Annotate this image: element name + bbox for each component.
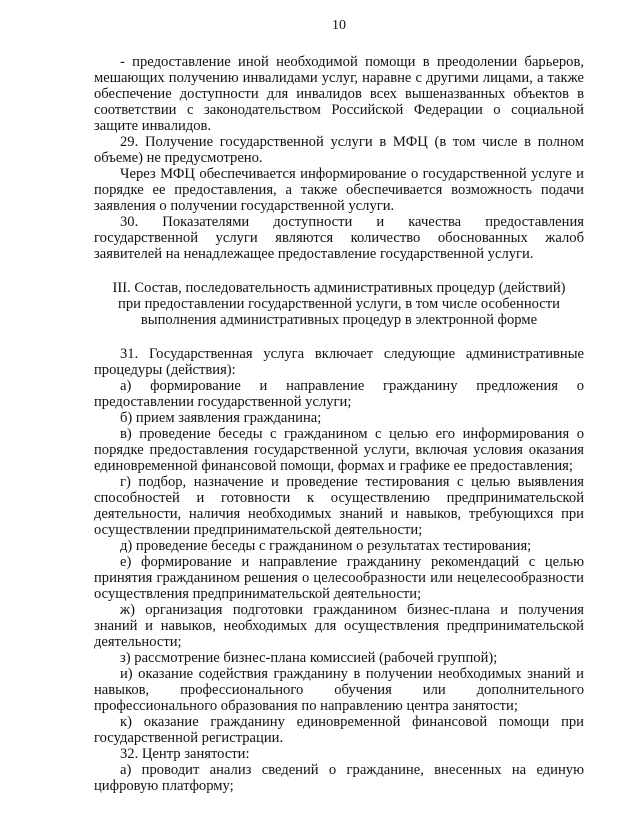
- paragraph-accessibility-help: - предоставление иной необходимой помощи в преодолении барьеров, мешающих получению инвалидами услуг, наравне с другими лицами, а также обеспечение доступности для инвалидов всех вышеназванных объектов в соответствии с законодательством Российской Федерации о социальной защите инвалидов.: [94, 54, 584, 134]
- paragraph-mfc-info: Через МФЦ обеспечивается информирование о государственной услуге и порядке ее предоставления, а также обеспечивается возможность подачи заявления о получении государственной услуги.: [94, 166, 584, 214]
- paragraph-30: 30. Показателями доступности и качества предоставления государственной услуги являются количество обоснованных жалоб заявителей на ненадлежащее предоставление государственной услуги.: [94, 214, 584, 262]
- page-number: 10: [332, 18, 346, 33]
- list-item-b: б) прием заявления гражданина;: [120, 410, 322, 426]
- section-heading-line-2: при предоставлении государственной услуги, в том числе особенности: [118, 296, 560, 312]
- list-item-32a: а) проводит анализ сведений о гражданине, внесенных на единую цифровую платформу;: [94, 762, 584, 794]
- paragraph-29: 29. Получение государственной услуги в МФЦ (в том числе в полном объеме) не предусмотрено.: [94, 134, 584, 166]
- list-item-d: д) проведение беседы с гражданином о результатах тестирования;: [120, 538, 532, 554]
- section-heading-line-3: выполнения административных процедур в электронной форме: [140, 312, 538, 328]
- list-item-g: г) подбор, назначение и проведение тестирования с целью выявления способностей и готовности к осуществлению предпринимательской деятельности, наличия необходимых знаний и навыков, требующихся при осуществлении предпринимательской деятельности;: [94, 474, 584, 538]
- list-item-i: и) оказание содействия гражданину в получении необходимых знаний и навыков, профессионального обучения или дополнительного профессионального образования по направлению центра занятости;: [94, 666, 584, 714]
- document-body: [94, 54, 584, 794]
- list-item-z: з) рассмотрение бизнес-плана комиссией (рабочей группой);: [120, 650, 498, 666]
- paragraph-31: 31. Государственная услуга включает следующие административные процедуры (действия):: [94, 346, 584, 378]
- list-item-zh: ж) организация подготовки гражданином бизнес-плана и получения знаний и навыков, необходимых для осуществления предпринимательской деятельности;: [94, 602, 584, 650]
- section-heading-iii: [94, 280, 584, 328]
- list-item-v: в) проведение беседы с гражданином с целью его информирования о порядке предоставления государственной услуги, включая условия оказания единовременной финансовой помощи, формах и графике ее предоставления;: [94, 426, 584, 474]
- paragraph-32: 32. Центр занятости:: [120, 746, 250, 762]
- list-item-a: а) формирование и направление гражданину предложения о предоставлении государственной услуги;: [94, 378, 584, 410]
- list-item-e: е) формирование и направление гражданину рекомендаций с целью принятия гражданином решения о целесообразности или нецелесообразности осуществления предпринимательской деятельности;: [94, 554, 584, 602]
- section-heading-line-1: III. Состав, последовательность административных процедур (действий): [112, 280, 566, 296]
- list-item-k: к) оказание гражданину единовременной финансовой помощи при государственной регистрации.: [94, 714, 584, 746]
